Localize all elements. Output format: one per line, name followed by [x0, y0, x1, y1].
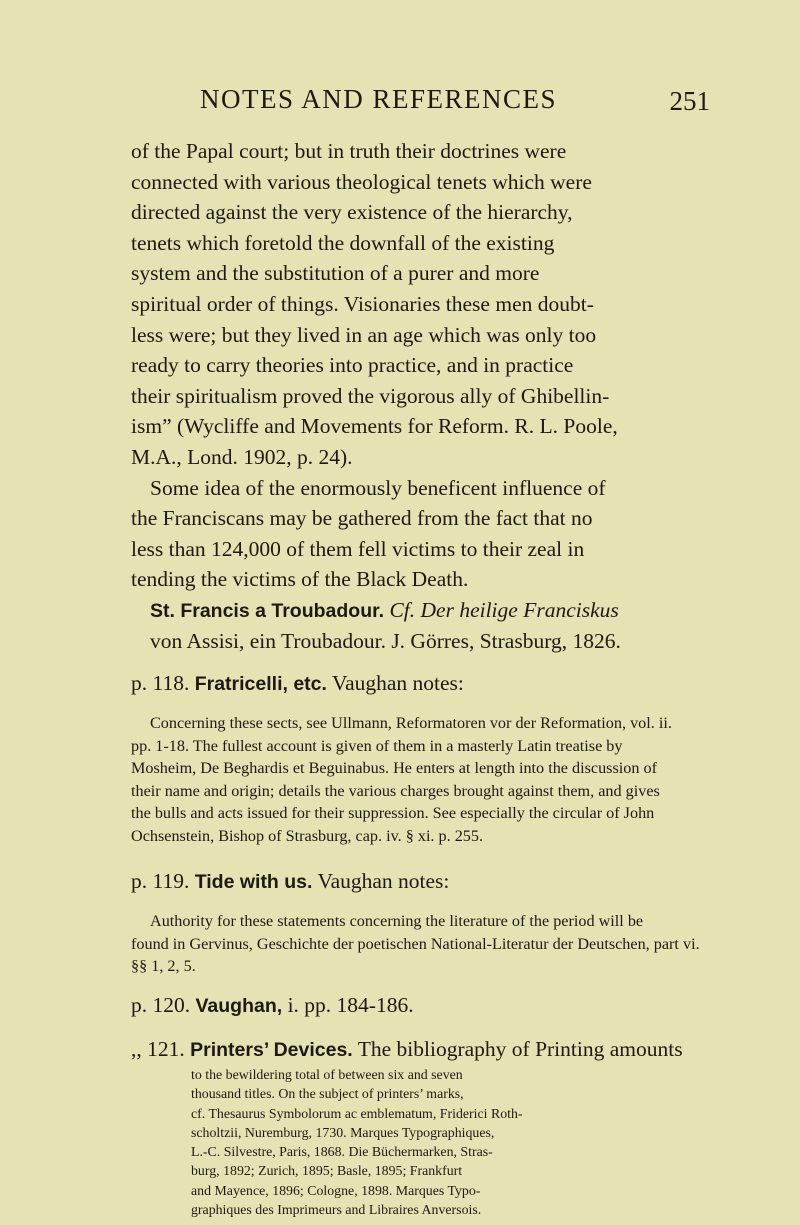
note-line: Concerning these sects, see Ullmann, Reformatoren vor der Reformation, vol. ii. — [150, 714, 672, 732]
note-line: the bulls and acts issued for their suppression. See especially the circular of John — [131, 804, 655, 823]
page-ref: p. 119. — [131, 869, 190, 893]
entry-text: Vaughan notes: — [317, 869, 450, 893]
text-line: cf. Thesaurus Symbolorum ac emblematum, Friderici Roth- — [191, 1105, 523, 1121]
entry-title: Fratricelli, etc. — [194, 673, 327, 695]
entry-title: St. Francis a Troubadour. — [150, 600, 385, 622]
text-line: the Franciscans may be gathered from the fact that no — [131, 506, 593, 531]
text-line: spiritual order of things. Visionaries these men doubt- — [131, 291, 594, 316]
text-line: and Mayence, 1896; Cologne, 1898. Marques Typo- — [191, 1182, 481, 1198]
text-line: ism” (Wycliffe and Movements for Reform. R. L. Poole, — [131, 414, 618, 439]
page-ref: p. 120. — [131, 993, 191, 1017]
page-number: 251 — [669, 86, 710, 116]
entry-title: Tide with us. — [194, 871, 313, 893]
text-line: to the bewildering total of between six and seven — [191, 1067, 463, 1082]
text-line: M.A., Lond. 1902, p. 24). — [131, 444, 353, 469]
note-line: Authority for these statements concerning the literature of the period will be — [150, 912, 644, 930]
note-line: pp. 1-18. The fullest account is given of them in a masterly Latin treatise by — [131, 736, 623, 755]
text-line: directed against the very existence of the hierarchy, — [131, 200, 573, 225]
page-ref: p. 118. — [131, 671, 190, 695]
paragraph-papal-court — [131, 136, 688, 595]
text-line: L.-C. Silvestre, Paris, 1868. Die Büchermarken, Stras- — [191, 1144, 493, 1159]
entry-title: Printers’ Devices. — [190, 1039, 353, 1061]
entry-text: Cf. Der heilige Franciskus — [389, 598, 619, 622]
note-line: Mosheim, De Beghardis et Beguinabus. He enters at length into the discussion of — [131, 759, 657, 778]
text-line: Some idea of the enormously beneficent influence of — [150, 475, 606, 500]
running-head: NOTES AND REFERENCES — [200, 84, 558, 114]
entry-p118 — [131, 668, 464, 700]
text-line: their spiritualism proved the vigorous ally of Ghibellin- — [131, 383, 610, 408]
text-line: graphiques des Imprimeurs and Libraires Anversois. — [191, 1201, 482, 1217]
entry-p121 — [131, 1034, 683, 1066]
note-fratricelli — [131, 712, 688, 848]
entry-title: Vaughan, — [195, 995, 283, 1017]
note-line: found in Gervinus, Geschichte der poetischen National-Literatur der Deutschen, part vi. — [131, 934, 700, 953]
entry-p121-body — [191, 1065, 688, 1219]
text-line: tenets which foretold the downfall of the existing — [131, 230, 555, 255]
entry-text: i. pp. 184-186. — [287, 993, 414, 1017]
note-line: Ochsenstein, Bishop of Strasburg, cap. iv. § xi. p. 255. — [131, 826, 484, 845]
text-line: less were; but they lived in an age which was only too — [131, 322, 597, 347]
note-tide — [131, 910, 700, 978]
entry-text: von Assisi, ein Troubadour. J. Görres, Strasburg, 1826. — [150, 629, 621, 653]
text-line: thousand titles. On the subject of printers’ marks, — [191, 1086, 464, 1102]
text-line: system and the substitution of a purer and more — [131, 261, 540, 286]
note-line: their name and origin; details the various charges brought against them, and gives — [131, 781, 660, 800]
page-ref: ,, 121. — [131, 1037, 185, 1061]
entry-st-francis-cont — [131, 626, 621, 657]
entry-p119 — [131, 866, 449, 898]
text-line: less than 124,000 of them fell victims to their zeal in — [131, 536, 585, 561]
entry-text: The bibliography of Printing amounts — [357, 1037, 683, 1061]
note-line: §§ 1, 2, 5. — [131, 957, 196, 976]
entry-text: Vaughan notes: — [331, 671, 464, 695]
text-line: connected with various theological tenets which were — [131, 169, 592, 194]
text-line: scholtzii, Nuremburg, 1730. Marques Typographiques, — [191, 1124, 495, 1140]
text-line: tending the victims of the Black Death. — [131, 567, 469, 592]
page-header — [110, 84, 710, 124]
text-line: burg, 1892; Zurich, 1895; Basle, 1895; Frankfurt — [191, 1163, 463, 1179]
entry-st-francis — [131, 595, 619, 627]
entry-p120 — [131, 990, 414, 1022]
text-line: of the Papal court; but in truth their doctrines were — [131, 139, 567, 163]
text-line: ready to carry theories into practice, and in practice — [131, 353, 574, 378]
